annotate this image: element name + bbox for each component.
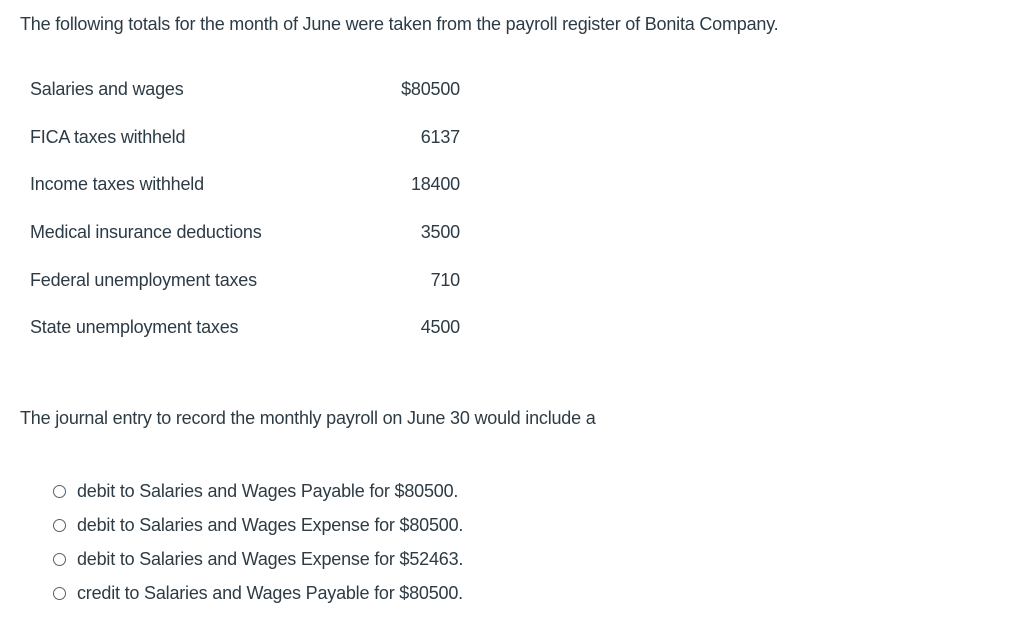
table-row: [30, 114, 470, 162]
option-label: debit to Salaries and Wages Expense for $52463.: [77, 548, 464, 569]
row-value: 4500: [420, 317, 460, 338]
answer-options: [53, 474, 463, 610]
row-label: Income taxes withheld: [30, 174, 204, 195]
row-value: 710: [430, 269, 460, 290]
row-value: 6137: [420, 126, 460, 147]
answer-option-4[interactable]: [53, 576, 463, 610]
table-row: [30, 304, 470, 352]
table-row: [30, 209, 470, 257]
row-label: Federal unemployment taxes: [30, 269, 257, 290]
question-text: The journal entry to record the monthly payroll on June 30 would include a: [20, 408, 596, 428]
option-label: debit to Salaries and Wages Payable for $80500.: [77, 480, 459, 501]
row-value: 18400: [410, 174, 460, 195]
payroll-table: [30, 66, 470, 352]
option-label: debit to Salaries and Wages Expense for $80500.: [77, 514, 464, 535]
row-label: Salaries and wages: [30, 79, 184, 100]
radio-button-icon[interactable]: [53, 519, 66, 532]
intro-text: The following totals for the month of June were taken from the payroll register of Bonita Company.: [20, 14, 779, 34]
row-label: FICA taxes withheld: [30, 126, 186, 147]
table-row: [30, 256, 470, 304]
row-label: State unemployment taxes: [30, 317, 239, 338]
radio-button-icon[interactable]: [53, 485, 66, 498]
answer-option-2[interactable]: [53, 508, 463, 542]
answer-option-1[interactable]: [53, 474, 463, 508]
row-value: 3500: [420, 222, 460, 243]
answer-option-3[interactable]: [53, 542, 463, 576]
radio-button-icon[interactable]: [53, 553, 66, 566]
row-value: $80500: [401, 79, 460, 100]
option-label: credit to Salaries and Wages Payable for $80500.: [77, 582, 463, 603]
table-row: [30, 66, 470, 114]
row-label: Medical insurance deductions: [30, 222, 262, 243]
radio-button-icon[interactable]: [53, 587, 66, 600]
table-row: [30, 161, 470, 209]
